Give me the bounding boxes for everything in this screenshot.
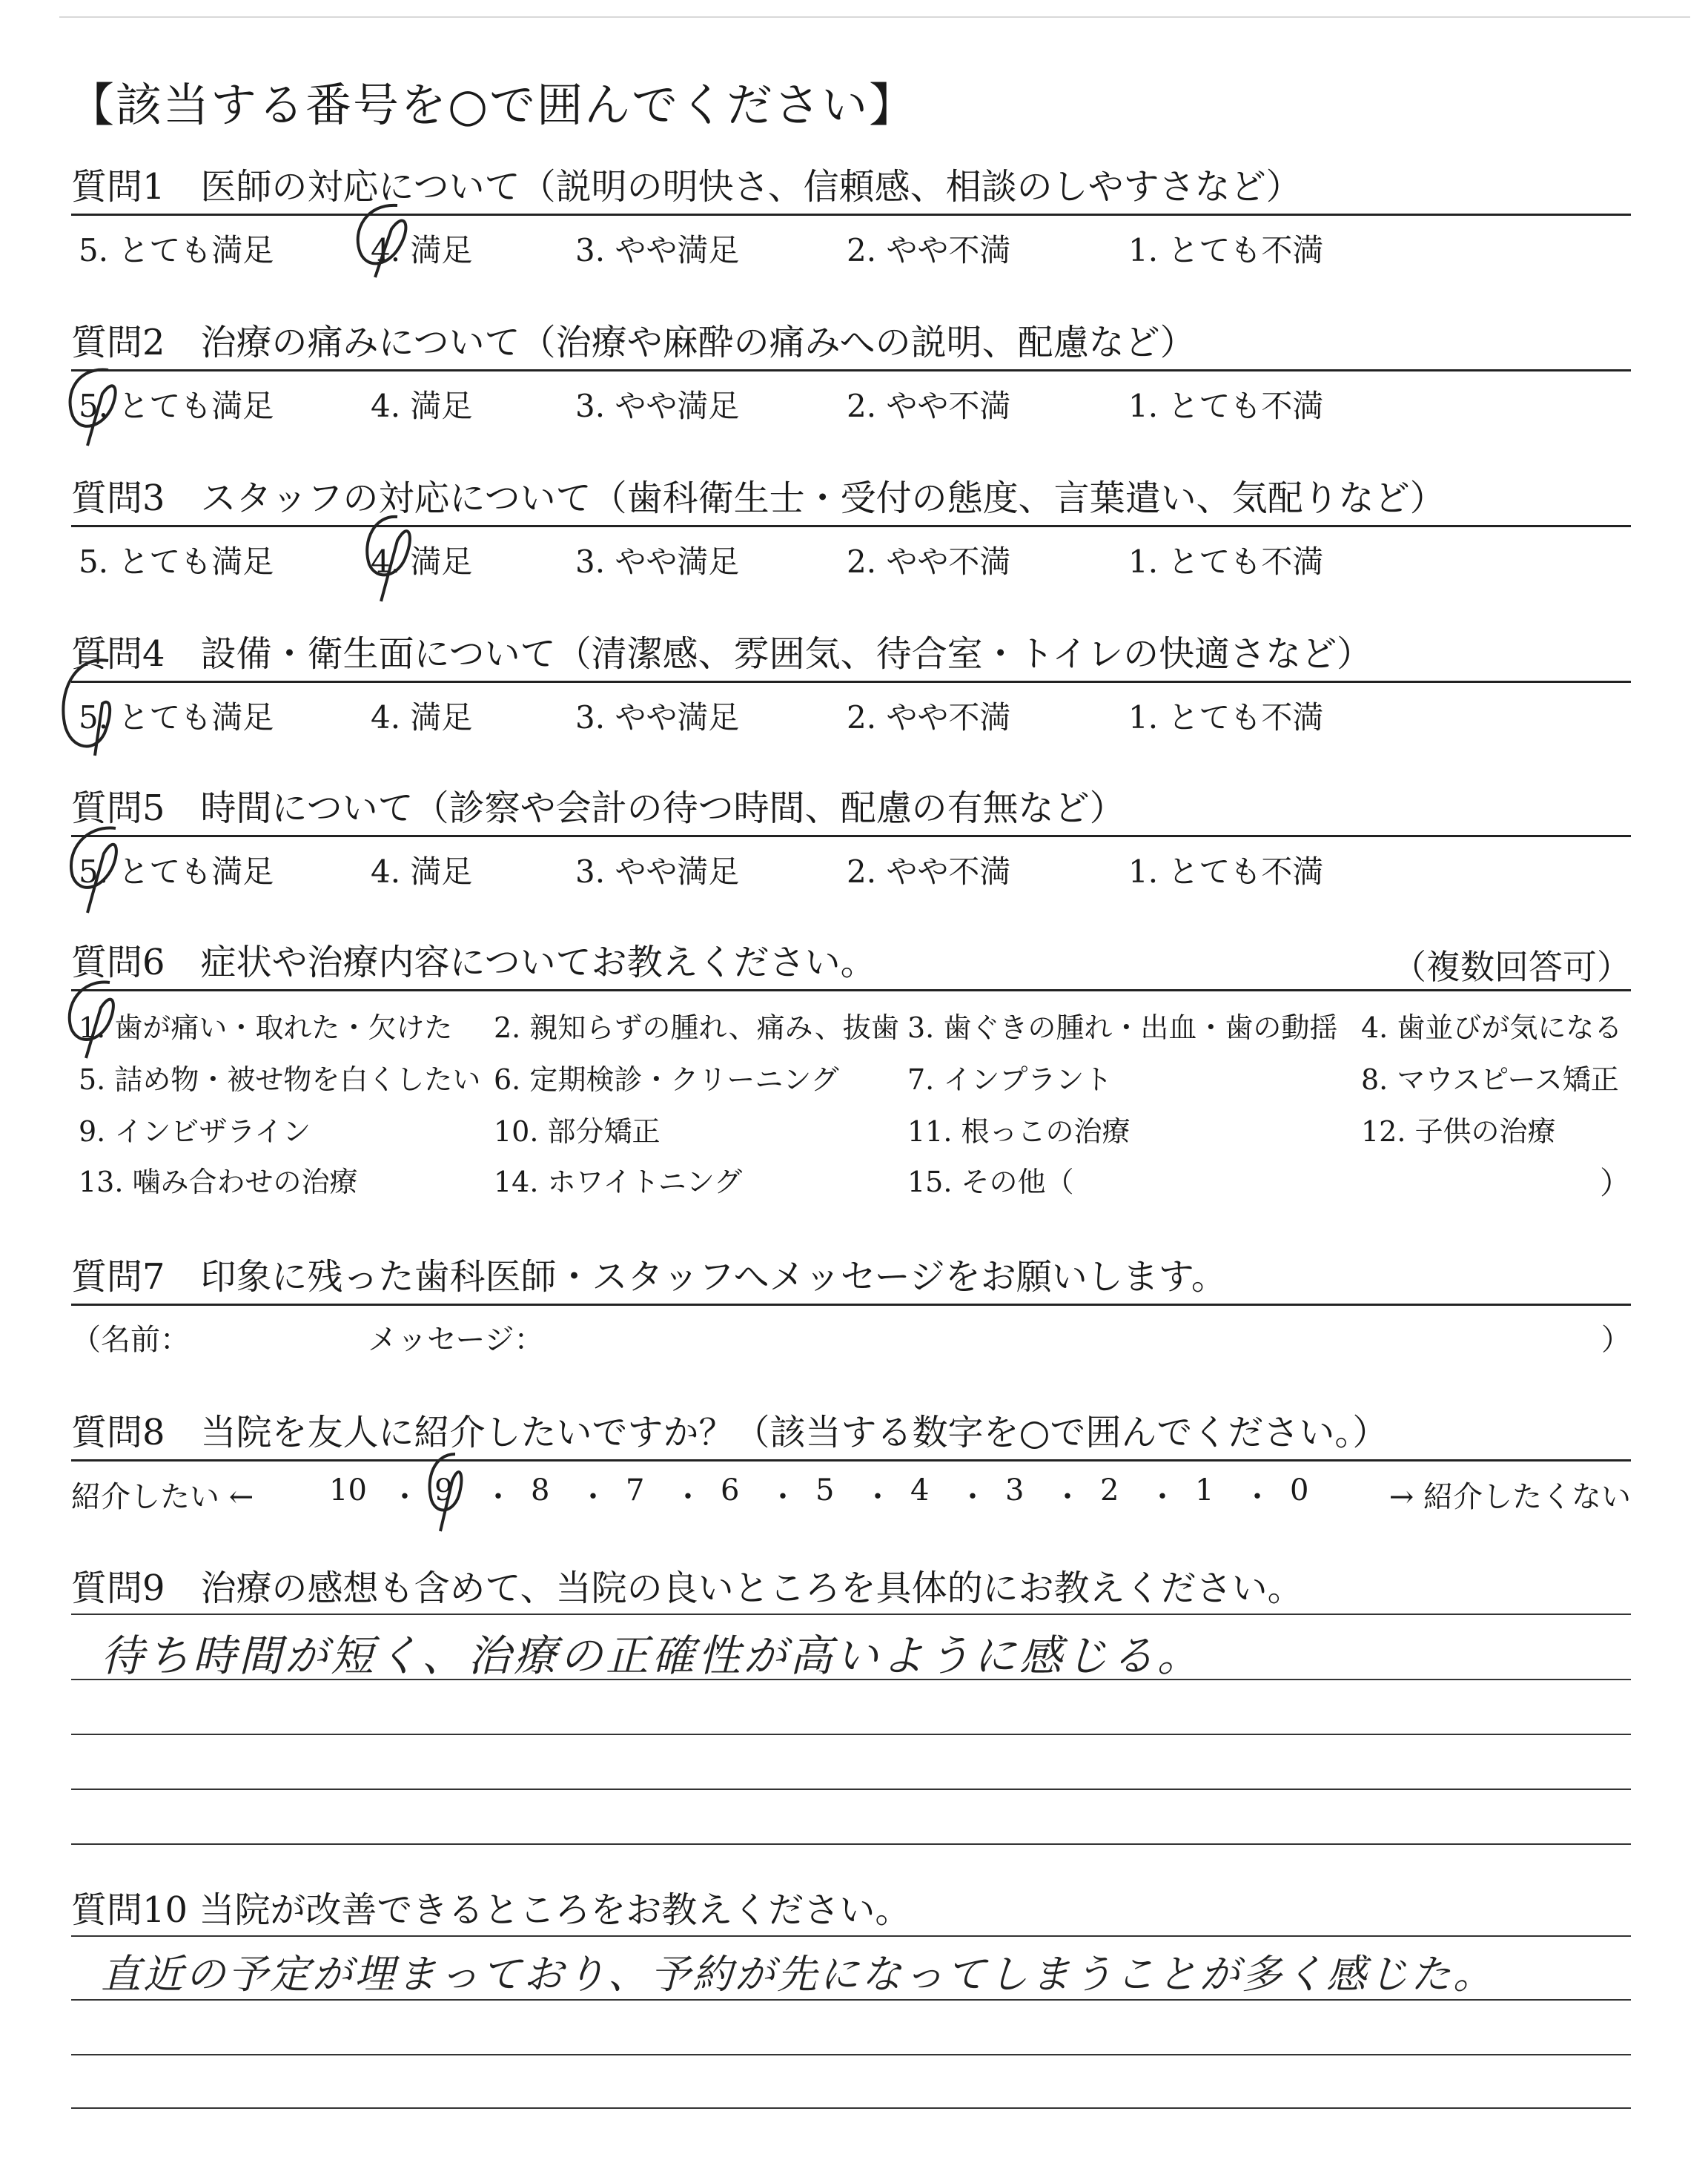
option-2[interactable]: 2. やや不満 (847, 232, 1011, 268)
rating-options (71, 222, 1631, 269)
question-title: 質問10 当院が改善できるところをお教えください。 (71, 1889, 911, 1931)
answer-line (71, 1843, 1631, 1845)
question-title: 質問5 時間について（診察や会計の待つ時間、配慮の有無など） (71, 787, 1125, 829)
name-label: （名前： (71, 1323, 190, 1357)
symptom-options (71, 997, 1631, 1201)
multiple-answer-note: （複数回答可） (1392, 947, 1631, 987)
scale-value[interactable]: 9 (434, 1473, 454, 1507)
divider (71, 214, 1631, 216)
scale-value[interactable]: 1 (1195, 1473, 1214, 1507)
symptom-option[interactable]: 3. 歯ぐきの腫れ・出血・歯の動揺 (907, 1011, 1338, 1044)
question-7 (71, 1255, 1631, 1355)
scale-dot: ・ (863, 1480, 893, 1514)
symptom-option[interactable]: 12. 子供の治療 (1361, 1115, 1556, 1148)
handwritten-answer: 直近の予定が埋まっており、予約が先になってしまうことが多く感じた。 (101, 1951, 1495, 1998)
option-1[interactable]: 1. とても不満 (1128, 232, 1324, 268)
scale-value[interactable]: 6 (721, 1473, 740, 1507)
option-2[interactable]: 2. やや不満 (847, 388, 1011, 424)
question-8 (71, 1410, 1631, 1518)
symptom-option[interactable]: 5. 詰め物・被せ物を白くしたい (79, 1063, 481, 1096)
question-6 (71, 940, 1631, 1201)
question-title: 質問2 治療の痛みについて（治療や麻酔の痛みへの説明、配慮など） (71, 322, 1196, 363)
scale-value[interactable]: 3 (1005, 1473, 1025, 1507)
option-1[interactable]: 1. とても不満 (1128, 853, 1324, 890)
symptom-option[interactable]: 10. 部分矯正 (494, 1115, 661, 1148)
question-5 (71, 786, 1631, 891)
answer-lines (71, 1932, 1631, 2155)
option-5[interactable]: 5. とても満足 (79, 544, 274, 580)
symptom-option[interactable]: 7. インプラント (907, 1063, 1113, 1096)
divider (71, 835, 1631, 837)
option-5[interactable]: 5. とても満足 (79, 232, 274, 268)
scale-dot: ・ (483, 1480, 513, 1514)
symptom-option[interactable]: 9. インビザライン (79, 1115, 311, 1148)
option-2[interactable]: 2. やや不満 (847, 699, 1011, 736)
answer-line (71, 2107, 1631, 2109)
question-1 (71, 165, 1631, 269)
question-4 (71, 632, 1631, 736)
option-1[interactable]: 1. とても不満 (1128, 544, 1324, 580)
question-title: 質問6 症状や治療内容についてお教えください。 (71, 942, 876, 983)
divider (71, 1304, 1631, 1306)
option-1[interactable]: 1. とても不満 (1128, 699, 1324, 736)
answer-line (71, 1734, 1631, 1735)
scale-right-label: → 紹介したくない (1388, 1480, 1631, 1514)
scale-value[interactable]: 2 (1100, 1473, 1119, 1507)
answer-lines (71, 1611, 1631, 1892)
symptom-option[interactable]: 8. マウスピース矯正 (1361, 1063, 1619, 1096)
rating-options (71, 377, 1631, 425)
question-title: 質問4 設備・衛生面について（清潔感、雰囲気、待合室・トイレの快適さなど） (71, 633, 1373, 675)
answer-line (71, 1789, 1631, 1790)
rating-options (71, 689, 1631, 736)
question-title: 質問1 医師の対応について（説明の明快さ、信頼感、相談のしやすさなど） (71, 166, 1302, 208)
message-label: メッセージ： (368, 1323, 544, 1357)
option-5[interactable]: 5. とても満足 (79, 699, 274, 736)
symptom-option[interactable]: 14. ホワイトニング (494, 1166, 743, 1198)
rating-options (71, 843, 1631, 891)
scale-dot: ・ (1242, 1480, 1272, 1514)
option-2[interactable]: 2. やや不満 (847, 544, 1011, 580)
question-10 (71, 1888, 1631, 2155)
symptom-option[interactable]: 6. 定期検診・クリーニング (494, 1063, 839, 1096)
page-top-edge (59, 16, 1690, 18)
option-2[interactable]: 2. やや不満 (847, 853, 1011, 890)
message-close-paren: ） (1601, 1323, 1631, 1357)
message-line (71, 1310, 1631, 1355)
symptom-option[interactable]: 1. 歯が痛い・取れた・欠けた (79, 1011, 453, 1044)
scale-dot: ・ (673, 1480, 703, 1514)
scale-value[interactable]: 7 (626, 1473, 645, 1507)
option-5[interactable]: 5. とても満足 (79, 388, 274, 424)
symptom-option[interactable]: 13. 噛み合わせの治療 (79, 1166, 358, 1198)
scale-value[interactable]: 0 (1290, 1473, 1309, 1507)
scale-value[interactable]: 8 (531, 1473, 550, 1507)
option-5[interactable]: 5. とても満足 (79, 853, 274, 890)
option-4[interactable]: 4. 満足 (371, 232, 473, 268)
option-3[interactable]: 3. やや満足 (575, 544, 740, 580)
question-title: 質問8 当院を友人に紹介したいですか？（該当する数字を○で囲んでください。） (71, 1412, 1388, 1453)
question-title: 質問9 治療の感想も含めて、当院の良いところを具体的にお教えください。 (71, 1568, 1303, 1609)
option-1[interactable]: 1. とても不満 (1128, 388, 1324, 424)
scale-value[interactable]: 5 (815, 1473, 835, 1507)
symptom-option[interactable]: 4. 歯並びが気になる (1361, 1011, 1623, 1044)
symptom-option[interactable]: 11. 根っこの治療 (907, 1115, 1131, 1148)
scale-value[interactable]: 10 (329, 1473, 367, 1507)
option-3[interactable]: 3. やや満足 (575, 853, 740, 890)
scale-dot: ・ (1148, 1480, 1177, 1514)
other-close-paren: ） (1599, 1165, 1631, 1201)
scale-dot: ・ (578, 1480, 608, 1514)
symptom-option[interactable]: 2. 親知らずの腫れ、痛み、抜歯 (494, 1011, 899, 1044)
option-4[interactable]: 4. 満足 (371, 388, 473, 424)
handwritten-answer: 待ち時間が短く、治療の正確性が高いように感じる。 (101, 1631, 1203, 1681)
option-3[interactable]: 3. やや満足 (575, 232, 740, 268)
question-title: 質問3 スタッフの対応について（歯科衛生士・受付の態度、言葉遣い、気配りなど） (71, 478, 1446, 519)
option-4[interactable]: 4. 満足 (371, 544, 473, 580)
question-2 (71, 320, 1631, 425)
option-3[interactable]: 3. やや満足 (575, 388, 740, 424)
scale-value[interactable]: 4 (910, 1473, 930, 1507)
answer-line (71, 1935, 1631, 1937)
divider (71, 369, 1631, 371)
scale-left-label: 紹介したい ← (71, 1480, 254, 1514)
divider (71, 1459, 1631, 1462)
scale-dot: ・ (958, 1480, 987, 1514)
option-4[interactable]: 4. 満足 (371, 699, 473, 736)
answer-line (71, 2054, 1631, 2055)
option-4[interactable]: 4. 満足 (371, 853, 473, 890)
scale-dot: ・ (768, 1480, 798, 1514)
divider (71, 989, 1631, 991)
symptom-option-other[interactable]: 15. その他（ (907, 1166, 1074, 1198)
divider (71, 681, 1631, 683)
recommend-scale (71, 1466, 1631, 1518)
scale-dot: ・ (390, 1480, 420, 1514)
rating-options (71, 533, 1631, 581)
scale-dot: ・ (1053, 1480, 1082, 1514)
instruction-header: 【該当する番号を○で囲んでください】 (68, 78, 917, 132)
question-9 (71, 1566, 1631, 1892)
divider (71, 525, 1631, 527)
question-3 (71, 476, 1631, 581)
answer-line (71, 1614, 1631, 1615)
question-title: 質問7 印象に残った歯科医師・スタッフへメッセージをお願いします。 (71, 1256, 1227, 1298)
option-3[interactable]: 3. やや満足 (575, 699, 740, 736)
